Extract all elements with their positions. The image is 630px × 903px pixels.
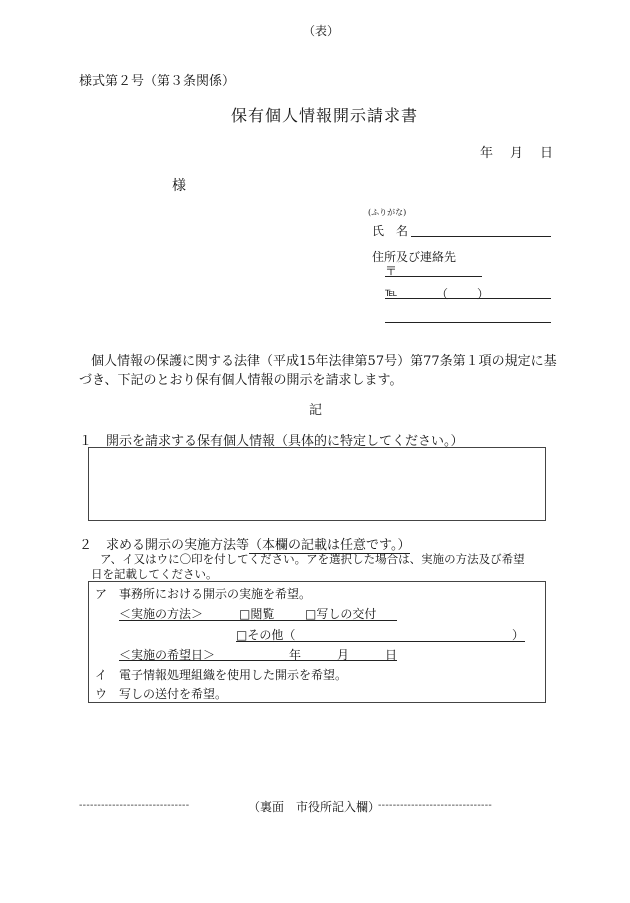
instruction-line-2: 日を記載してください。 bbox=[91, 567, 218, 581]
postal-mark: 〒 bbox=[385, 264, 398, 278]
intro-line-1: 個人情報の保護に関する法律（平成15年法律第57号）第77条第１項の規定に基 bbox=[91, 354, 557, 369]
method-label: ＜実施の方法＞ bbox=[119, 607, 204, 621]
method-other-checkbox[interactable]: □その他（ bbox=[236, 628, 296, 642]
option-u-mark[interactable]: ウ bbox=[95, 687, 108, 701]
desired-date-label: ＜実施の希望日＞ bbox=[119, 648, 216, 662]
method-underline bbox=[119, 620, 397, 621]
method-view-checkbox[interactable]: □閲覧 bbox=[239, 607, 275, 621]
section1-input-box[interactable] bbox=[88, 447, 546, 521]
page-title: 保有個人情報開示請求書 bbox=[231, 106, 419, 125]
option-i-text: 電子情報処理組織を使用した開示を希望。 bbox=[119, 668, 348, 682]
furigana-label: (ふりがな) bbox=[368, 208, 407, 217]
name-field[interactable] bbox=[411, 236, 551, 237]
option-u-text: 写しの送付を希望。 bbox=[119, 687, 228, 701]
footer-dashes-right: ------------------------------- bbox=[378, 800, 493, 811]
option-i-mark[interactable]: イ bbox=[95, 668, 108, 682]
option-a-text: 事務所における開示の実施を希望。 bbox=[119, 587, 312, 601]
address-label: 住所及び連絡先 bbox=[372, 250, 457, 264]
tel-paren-close: ） bbox=[477, 287, 490, 301]
footer-label: （裏面 市役所記入欄） bbox=[248, 800, 381, 814]
form-number: 様式第２号（第３条関係） bbox=[79, 74, 236, 89]
instruction-line-1: ア、イ又はウに〇印を付してください。アを選択した場合は、実施の方法及び希望 bbox=[100, 552, 525, 566]
section2-number: ２ bbox=[79, 538, 93, 553]
addressee-suffix: 様 bbox=[172, 178, 186, 194]
desired-month-label: 月 bbox=[337, 648, 350, 662]
tel-paren-open: （ bbox=[436, 287, 449, 301]
date-line: 年 月 日 bbox=[480, 146, 556, 161]
intro-line-2: づき、下記のとおり保有個人情報の開示を請求します。 bbox=[79, 373, 403, 388]
ki-label: 記 bbox=[309, 403, 323, 418]
name-label: 氏 名 bbox=[372, 224, 409, 238]
option-a-mark[interactable]: ア bbox=[95, 587, 108, 601]
method-copy-checkbox[interactable]: □写しの交付 bbox=[305, 607, 377, 621]
section1-number: １ bbox=[79, 434, 93, 449]
desired-date-field[interactable] bbox=[119, 660, 397, 661]
postal-field[interactable] bbox=[385, 276, 482, 277]
method-other-field[interactable] bbox=[236, 641, 525, 642]
tel-field[interactable] bbox=[385, 298, 551, 299]
desired-year-label: 年 bbox=[289, 648, 302, 662]
section2-optional-note: （本欄の記載は任意です。） bbox=[249, 538, 411, 553]
side-marker: （表） bbox=[303, 24, 340, 38]
desired-day-label: 日 bbox=[385, 648, 398, 662]
footer-dashes-left: ------------------------------ bbox=[79, 800, 190, 811]
method-other-close: ） bbox=[512, 628, 525, 642]
tel-mark: ℡ bbox=[385, 285, 398, 299]
section2-title-text: 求める開示の実施方法等 bbox=[106, 538, 250, 553]
section1-title: 開示を請求する保有個人情報（具体的に特定してください。） bbox=[106, 434, 464, 449]
address-field[interactable] bbox=[385, 322, 551, 323]
